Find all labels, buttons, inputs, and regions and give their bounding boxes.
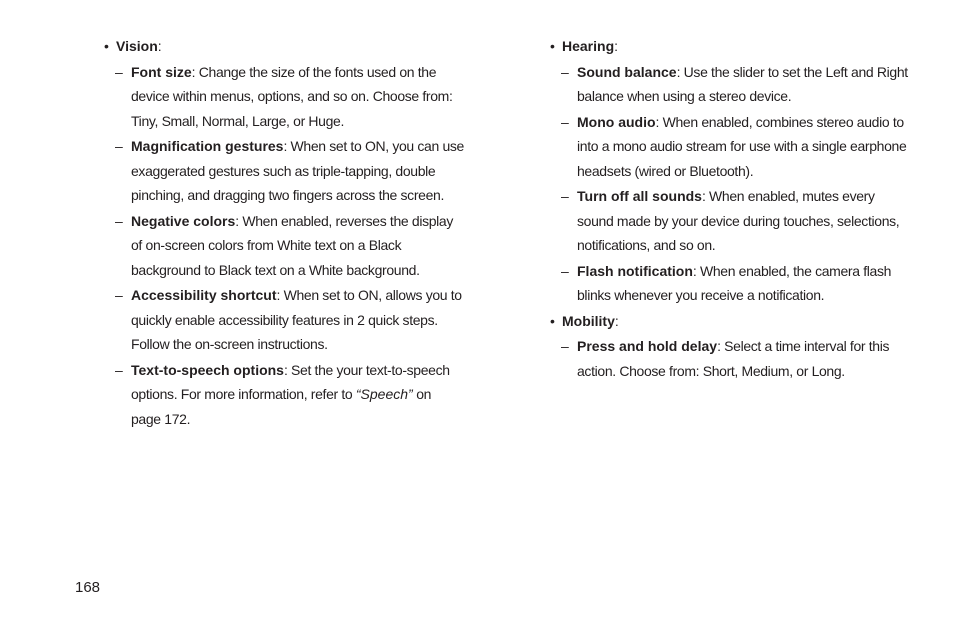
term-text-to-speech-options: Text-to-speech options [131, 361, 284, 378]
item-text-to-speech-options [104, 358, 464, 432]
vision-label: Vision [116, 38, 158, 54]
term-negative-colors: Negative colors [131, 212, 236, 229]
item-accessibility-shortcut [104, 283, 464, 357]
bullet-dot: • [550, 38, 555, 54]
desc-negative-colors: : When enabled, reverses the display of on-screen colors from White text on a Black background to Black text on a White background. [131, 212, 454, 278]
term-sound-balance: Sound balance [577, 63, 677, 80]
term-accessibility-shortcut: Accessibility shortcut [131, 287, 277, 303]
dash: – [115, 361, 123, 378]
term-magnification-gestures: Magnification gestures [131, 138, 284, 154]
term-flash-notification: Flash notification [577, 262, 693, 279]
item-turn-off-all-sounds [550, 184, 910, 258]
right-column [550, 34, 910, 384]
speech-reference-link[interactable]: “Speech” [355, 386, 413, 402]
dash: – [561, 188, 569, 204]
item-press-and-hold-delay [550, 334, 910, 383]
desc-magnification-gestures: : When set to ON, you can use exaggerated gestures such as triple-tapping, double pinching, and dragging two fingers across the screen. [131, 138, 464, 203]
bullet-hearing: • Hearing: [550, 34, 910, 59]
desc-turn-off-all-sounds: : When enabled, mutes every sound made by your device during touches, selections, notifications, and so on. [577, 188, 900, 253]
dash: – [561, 338, 569, 354]
dash: – [561, 262, 569, 279]
dash: – [115, 138, 123, 154]
desc-font-size: : Change the size of the fonts used on the device within menus, options, and so on. Choose from: Tiny, Small, Normal, Large, or Huge. [131, 63, 453, 129]
item-magnification-gestures [104, 134, 464, 208]
item-font-size [104, 60, 464, 134]
term-turn-off-all-sounds: Turn off all sounds [577, 188, 702, 204]
dash: – [115, 212, 123, 229]
desc-accessibility-shortcut: : When set to ON, allows you to quickly enable accessibility features in 2 quick steps. Follow the on-screen instructions. [131, 287, 462, 352]
dash: – [561, 113, 569, 130]
desc-text-to-speech-options: : Set the your text-to-speech options. For more information, refer to [131, 361, 450, 402]
page-number: 168 [75, 579, 101, 596]
bullet-dot: • [550, 312, 555, 329]
left-column [104, 34, 464, 432]
item-flash-notification [550, 259, 910, 308]
dash: – [115, 63, 123, 80]
desc-sound-balance: : Use the slider to set the Left and Right balance when using a stereo device. [577, 63, 908, 104]
hearing-label: Hearing [562, 38, 615, 54]
item-mono-audio [550, 110, 910, 184]
dash: – [115, 287, 123, 303]
bullet-vision: • Vision: [104, 34, 464, 59]
desc-mono-audio: : When enabled, combines stereo audio to into a mono audio stream for use with a single earphone headsets (wired or Bluetooth). [577, 113, 907, 179]
desc-flash-notification: : When enabled, the camera flash blinks whenever you receive a notification. [577, 262, 892, 303]
term-mono-audio: Mono audio [577, 113, 656, 130]
desc-page-reference: on page 172. [131, 386, 432, 427]
item-sound-balance [550, 60, 910, 109]
bullet-dot: • [104, 38, 109, 54]
term-font-size: Font size [131, 63, 192, 80]
term-press-and-hold-delay: Press and hold delay [577, 338, 718, 354]
bullet-mobility: • Mobility: [550, 309, 910, 334]
dash: – [561, 63, 569, 80]
mobility-label: Mobility [562, 312, 615, 329]
desc-press-and-hold-delay: : Select a time interval for this action. Choose from: Short, Medium, or Long. [577, 338, 890, 379]
item-negative-colors [104, 209, 464, 283]
